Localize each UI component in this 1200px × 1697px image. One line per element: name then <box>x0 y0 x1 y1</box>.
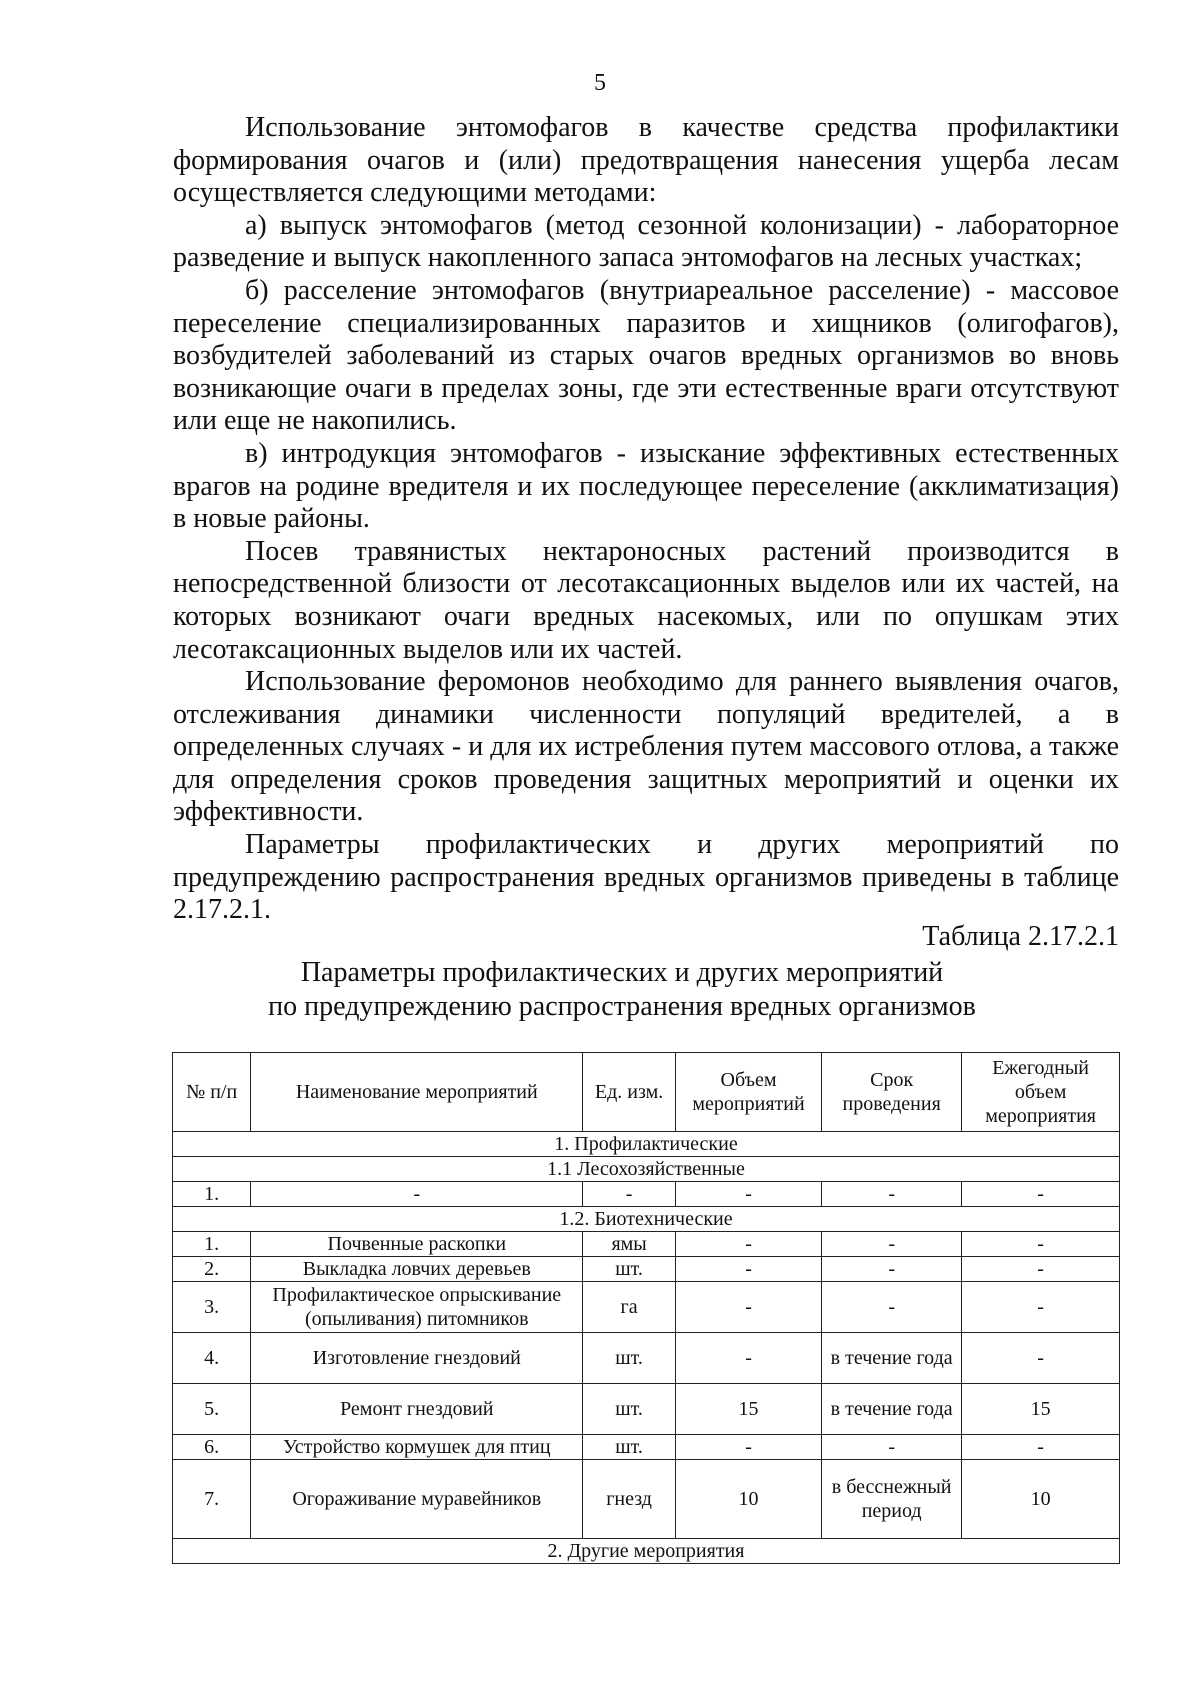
cell-name: Почвенные раскопки <box>251 1232 583 1257</box>
cell-name: Выкладка ловчих деревьев <box>251 1257 583 1282</box>
cell-volume: 15 <box>675 1384 821 1435</box>
cell-num: 1. <box>173 1232 251 1257</box>
cell-unit: - <box>583 1182 676 1207</box>
header-num: № п/п <box>173 1053 251 1132</box>
subsection-biotechnical: 1.2. Биотехнические <box>173 1207 1120 1232</box>
header-unit: Ед. изм. <box>583 1053 676 1132</box>
cell-num: 5. <box>173 1384 251 1435</box>
paragraph-pheromones: Использование феромонов необходимо для раннего выявления очагов, отслеживания динамики численности популяций вредителей, а в определенных случаях - и для их истребления путем массового отлова, а также для определения сроков проведения защитных мероприятий и оценки их эффективности. <box>173 666 1119 828</box>
table-row <box>173 1232 1120 1257</box>
cell-annual: - <box>962 1232 1120 1257</box>
cell-annual: - <box>962 1435 1120 1460</box>
table-header-row <box>173 1053 1120 1132</box>
header-name: Наименование мероприятий <box>251 1053 583 1132</box>
cell-annual: - <box>962 1257 1120 1282</box>
cell-num: 7. <box>173 1460 251 1539</box>
paragraph-method-b: б) расселение энтомофагов (внутриареальное расселение) - массовое переселение специализированных паразитов и хищников (олигофагов), возбудителей заболеваний из старых очагов вредных организмов во вновь возникающие очаги в пределах зоны, где эти естественные враги отсутствуют или еще не накопились. <box>173 274 1119 437</box>
table-row <box>173 1257 1120 1282</box>
table-title-line-1: Параметры профилактических и других мероприятий <box>300 957 944 988</box>
cell-unit: гнезд <box>583 1460 676 1539</box>
cell-unit: шт. <box>583 1333 676 1384</box>
paragraph-method-c: в) интродукция энтомофагов - изыскание эффективных естественных врагов на родине вредителя и их последующее переселение (акклиматизация) в новые районы. <box>173 437 1119 535</box>
cell-volume: - <box>675 1257 821 1282</box>
cell-name: Устройство кормушек для птиц <box>251 1435 583 1460</box>
table-row <box>173 1282 1120 1333</box>
cell-num: 2. <box>173 1257 251 1282</box>
parameters-table <box>172 1052 1120 1564</box>
paragraph-entomophages-intro: Использование энтомофагов в качестве средства профилактики формирования очагов и (или) предотвращения нанесения ущерба лесам осуществляется следующими методами: <box>173 112 1119 209</box>
subsection-row <box>173 1157 1120 1182</box>
cell-unit: шт. <box>583 1257 676 1282</box>
cell-num: 1. <box>173 1182 251 1207</box>
cell-num: 6. <box>173 1435 251 1460</box>
table-row <box>173 1384 1120 1435</box>
table-title <box>0 956 1200 1024</box>
cell-name: Ремонт гнездовий <box>251 1384 583 1435</box>
cell-name: - <box>251 1182 583 1207</box>
header-annual: Ежегодный объем мероприятия <box>962 1053 1120 1132</box>
section-row <box>173 1539 1120 1564</box>
table-row <box>173 1435 1120 1460</box>
cell-annual: 10 <box>962 1460 1120 1539</box>
cell-term: - <box>822 1232 962 1257</box>
cell-volume: - <box>675 1333 821 1384</box>
paragraph-nectar-plants: Посев травянистых нектароносных растений производится в непосредственной близости от лесотаксационных выделов или их частей, на которых возникают очаги вредных насекомых, или по опушкам этих лесотаксационных выделов или их частей. <box>173 535 1119 665</box>
subsection-forestry: 1.1 Лесохозяйственные <box>173 1157 1120 1182</box>
header-volume: Объем мероприятий <box>675 1053 821 1132</box>
page-number: 5 <box>594 70 606 96</box>
cell-term: в течение года <box>822 1333 962 1384</box>
cell-volume: - <box>675 1232 821 1257</box>
cell-annual: - <box>962 1333 1120 1384</box>
cell-volume: 10 <box>675 1460 821 1539</box>
cell-name: Огораживание муравейников <box>251 1460 583 1539</box>
cell-unit: ямы <box>583 1232 676 1257</box>
cell-annual: - <box>962 1182 1120 1207</box>
header-term: Срок проведения <box>822 1053 962 1132</box>
table-row <box>173 1182 1120 1207</box>
table-title-line-2: по предупреждению распространения вредных организмов <box>268 991 976 1022</box>
cell-volume: - <box>675 1435 821 1460</box>
cell-num: 4. <box>173 1333 251 1384</box>
cell-unit: шт. <box>583 1435 676 1460</box>
paragraph-table-reference: Параметры профилактических и других мероприятий по предупреждению распространения вредных организмов приведены в таблице 2.17.2.1. <box>173 829 1119 926</box>
cell-term: в течение года <box>822 1384 962 1435</box>
cell-unit: га <box>583 1282 676 1333</box>
table-number-label: Таблица 2.17.2.1 <box>922 921 1119 952</box>
cell-annual: 15 <box>962 1384 1120 1435</box>
cell-term: - <box>822 1282 962 1333</box>
paragraph-method-a: а) выпуск энтомофагов (метод сезонной колонизации) - лабораторное разведение и выпуск накопленного запаса энтомофагов на лесных участках; <box>173 209 1119 274</box>
section-other: 2. Другие мероприятия <box>173 1539 1120 1564</box>
table-row <box>173 1333 1120 1384</box>
section-row <box>173 1132 1120 1157</box>
cell-volume: - <box>675 1282 821 1333</box>
table-row <box>173 1460 1120 1539</box>
cell-term: - <box>822 1182 962 1207</box>
cell-name: Профилактическое опрыскивание (опыливания) питомников <box>251 1282 583 1333</box>
cell-annual: - <box>962 1282 1120 1333</box>
cell-term: - <box>822 1435 962 1460</box>
subsection-row <box>173 1207 1120 1232</box>
cell-num: 3. <box>173 1282 251 1333</box>
cell-term: - <box>822 1257 962 1282</box>
cell-name: Изготовление гнездовий <box>251 1333 583 1384</box>
section-preventive: 1. Профилактические <box>173 1132 1120 1157</box>
cell-volume: - <box>675 1182 821 1207</box>
body-text <box>173 112 1119 927</box>
cell-term: в бесснежный период <box>822 1460 962 1539</box>
cell-unit: шт. <box>583 1384 676 1435</box>
